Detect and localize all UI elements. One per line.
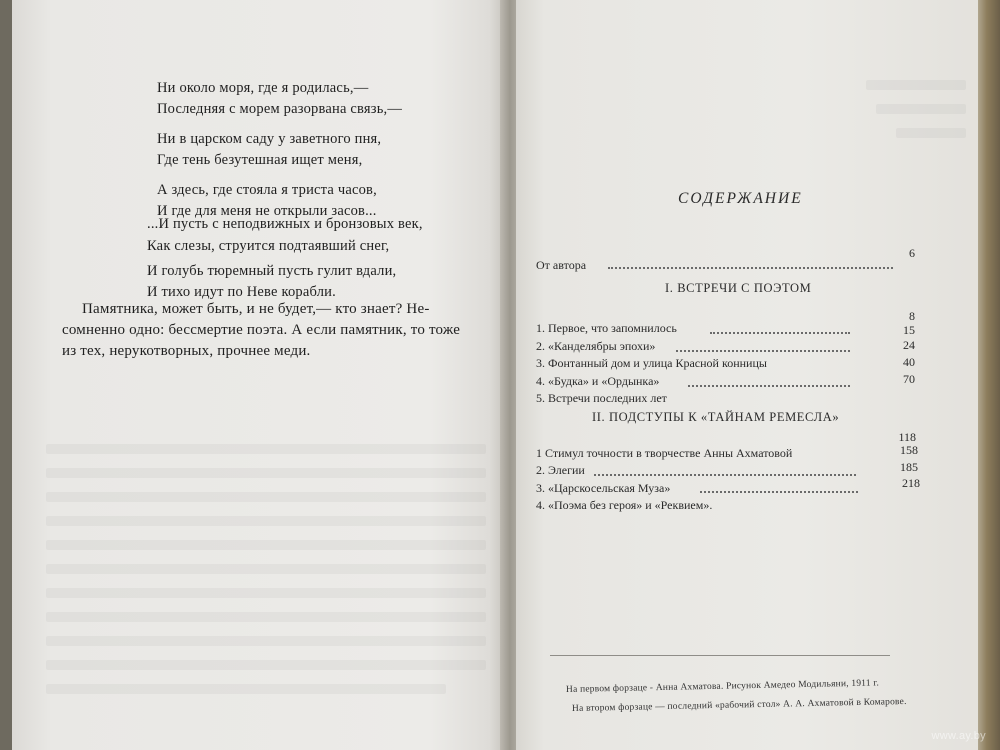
leader-dots bbox=[676, 348, 850, 352]
leader-dots bbox=[594, 472, 856, 476]
toc-page-number: 8 bbox=[909, 309, 915, 323]
toc-entry-label: 2. «Канделябры эпохи» bbox=[536, 339, 656, 353]
toc-page-number: 158 bbox=[900, 443, 918, 457]
toc-entry-label: 2. Элегии bbox=[536, 463, 585, 477]
toc-entry-label: 3. «Царскосельская Муза» bbox=[536, 481, 671, 495]
leader-dots bbox=[700, 489, 858, 493]
poem-line: И тихо идут по Неве корабли. bbox=[147, 284, 336, 300]
toc-entry-label: 5. Встречи последних лет bbox=[536, 391, 667, 405]
toc-section-title: II. ПОДСТУПЫ К «ТАЙНАМ РЕМЕСЛА» bbox=[592, 410, 840, 424]
footnote-line: На первом форзаце - Анна Ахматова. Рисунок Амедео Модильяни, 1911 г. bbox=[565, 678, 880, 695]
watermark: www.ay.by bbox=[931, 730, 986, 742]
prose-line: из тех, нерукотворных, прочнее меди. bbox=[62, 343, 311, 359]
toc-section-title: I. ВСТРЕЧИ С ПОЭТОМ bbox=[665, 281, 812, 295]
poem-line: Где тень безутешная ищет меня, bbox=[157, 152, 363, 168]
toc-entry-label: От автора bbox=[536, 258, 587, 272]
leader-dots bbox=[710, 330, 850, 334]
toc-page-number: 185 bbox=[900, 460, 918, 474]
poem-line: Как слезы, струится подтаявший снег, bbox=[147, 238, 390, 254]
toc-title: СОДЕРЖАНИЕ bbox=[678, 190, 803, 207]
poem-line: Последняя с морем разорвана связь,— bbox=[157, 101, 403, 117]
toc-page-number: 40 bbox=[903, 355, 915, 369]
toc-entry-label: 1 Стимул точности в творчестве Анны Ахматовой bbox=[536, 446, 793, 460]
leader-dots bbox=[608, 265, 893, 269]
left-page bbox=[12, 0, 504, 750]
toc-page-number: 218 bbox=[902, 476, 920, 490]
poem-line: И голубь тюремный пусть гулит вдали, bbox=[147, 263, 397, 279]
toc-entry-label: 3. Фонтанный дом и улица Красной конницы bbox=[536, 356, 767, 370]
toc-page-number: 24 bbox=[903, 338, 915, 352]
poem-line: Ни около моря, где я родилась,— bbox=[157, 80, 369, 96]
poem-line: Ни в царском саду у заветного пня, bbox=[157, 131, 382, 147]
prose-line: сомненно одно: бессмертие поэта. А если памятник, то тоже bbox=[62, 322, 461, 338]
footnote-rule bbox=[550, 655, 890, 656]
poem-line: И где для меня не открыли засов... bbox=[157, 203, 377, 219]
toc-page-number: 70 bbox=[903, 372, 915, 386]
toc-entry-label: 4. «Поэма без героя» и «Реквием». bbox=[536, 498, 713, 512]
toc-entry-label: 1. Первое, что запомнилось bbox=[536, 321, 677, 335]
poem-line: ...И пусть с неподвижных и бронзовых век, bbox=[147, 216, 423, 232]
poem-line: А здесь, где стояла я триста часов, bbox=[157, 182, 377, 198]
footnote-line: На втором форзаце — последний «рабочий стол» А. А. Ахматовой в Комарове. bbox=[571, 696, 907, 714]
toc-page-number: 15 bbox=[903, 323, 915, 337]
toc-page-number: 6 bbox=[909, 246, 915, 260]
prose-line: Памятника, может быть, и не будет,— кто знает? Не- bbox=[82, 301, 430, 317]
toc-entry-label: 4. «Будка» и «Ордынка» bbox=[536, 374, 660, 388]
toc-page-number: 118 bbox=[898, 430, 916, 444]
leader-dots bbox=[688, 383, 850, 387]
page-edges bbox=[978, 0, 1000, 750]
